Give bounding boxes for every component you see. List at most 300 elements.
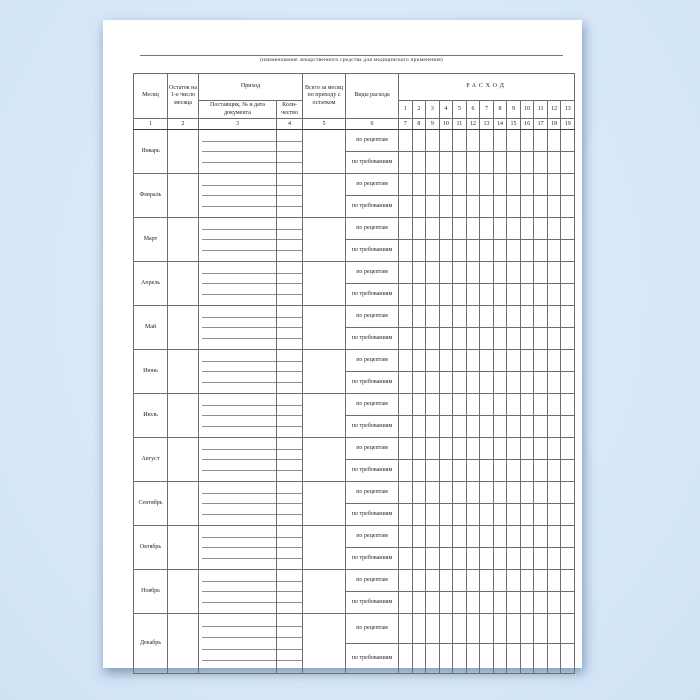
entry-subline [202,362,276,373]
expense-value-cell [412,350,426,372]
expense-value-cell [493,372,507,394]
expense-type-label: по рецептам [346,570,399,592]
entry-subline [277,351,302,362]
expense-value-cell [466,174,480,196]
column-number: 11 [453,119,467,130]
expense-value-cell [520,526,534,548]
expense-day-number: 2 [412,101,426,119]
entry-sublines [199,219,276,260]
expense-value-cell [493,196,507,218]
expense-value-cell [520,394,534,416]
table-body [134,130,575,674]
expense-value-cell [534,196,548,218]
supplier-cell [199,130,277,174]
expense-value-cell [399,196,413,218]
expense-type-label: по рецептам [346,262,399,284]
column-number: 7 [399,119,413,130]
balance-cell [168,438,199,482]
expense-value-cell [466,482,480,504]
month-label: Ноябрь [134,570,168,614]
entry-subline [277,175,302,186]
entry-subline [202,571,276,582]
expense-value-cell [466,262,480,284]
expense-value-cell [439,240,453,262]
expense-value-cell [493,504,507,526]
entry-subline [202,207,276,217]
expense-value-cell [439,130,453,152]
month-row [134,262,575,284]
column-number: 13 [480,119,494,130]
expense-value-cell [399,350,413,372]
entry-subline [202,152,276,163]
expense-value-cell [534,350,548,372]
expense-value-cell [561,570,575,592]
expense-type-label: по требованиям [346,152,399,174]
expense-value-cell [507,284,521,306]
expense-value-cell [480,152,494,174]
expense-value-cell [453,152,467,174]
entry-subline [277,571,302,582]
column-number: 14 [493,119,507,130]
expense-value-cell [493,218,507,240]
expense-value-cell [399,644,413,674]
expense-value-cell [480,460,494,482]
expense-value-cell [520,174,534,196]
expense-value-cell [466,644,480,674]
expense-value-cell [426,218,440,240]
expense-value-cell [426,460,440,482]
expense-type-label: по требованиям [346,460,399,482]
expense-day-number: 10 [520,101,534,119]
entry-sublines [199,395,276,436]
expense-value-cell [453,306,467,328]
document-sheet [103,20,582,668]
expense-value-cell [399,394,413,416]
expense-value-cell [480,394,494,416]
column-number: 9 [426,119,440,130]
expense-value-cell [507,130,521,152]
quantity-cell [277,350,303,394]
entry-sublines [199,615,276,672]
entry-sublines [199,263,276,304]
entry-sublines [277,395,302,436]
month-label: Июнь [134,350,168,394]
expense-value-cell [426,328,440,350]
expense-value-cell [453,482,467,504]
expense-value-cell [547,460,561,482]
month-row [134,218,575,240]
expense-value-cell [520,570,534,592]
expense-value-cell [412,548,426,570]
expense-value-cell [534,240,548,262]
expense-value-cell [493,262,507,284]
entry-subline [277,427,302,437]
expense-value-cell [561,526,575,548]
expense-value-cell [561,372,575,394]
expense-value-cell [534,262,548,284]
entry-sublines [277,131,302,172]
expense-value-cell [426,548,440,570]
expense-value-cell [439,614,453,644]
monthly-total-cell [303,130,346,174]
drug-name-underline [140,55,563,56]
balance-cell [168,614,199,674]
expense-value-cell [412,504,426,526]
expense-value-cell [507,526,521,548]
expense-value-cell [534,570,548,592]
entry-subline [277,460,302,471]
expense-value-cell [466,570,480,592]
expense-value-cell [520,644,534,674]
expense-value-cell [453,218,467,240]
balance-cell [168,394,199,438]
quantity-cell [277,262,303,306]
expense-type-label: по рецептам [346,526,399,548]
expense-value-cell [439,174,453,196]
entry-subline [277,406,302,417]
monthly-total-cell [303,614,346,674]
balance-cell [168,174,199,218]
expense-value-cell [399,152,413,174]
expense-value-cell [534,306,548,328]
supplier-cell [199,438,277,482]
expense-value-cell [399,460,413,482]
expense-value-cell [493,350,507,372]
expense-value-cell [426,284,440,306]
entry-subline [202,592,276,603]
expense-value-cell [439,526,453,548]
expense-value-cell [480,614,494,644]
entry-subline [202,427,276,437]
expense-value-cell [561,240,575,262]
column-number: 1 [134,119,168,130]
expense-value-cell [534,614,548,644]
expense-value-cell [480,592,494,614]
entry-subline [202,406,276,417]
quantity-cell [277,130,303,174]
header-expense: РАСХОД [399,74,575,101]
expense-value-cell [453,372,467,394]
entry-subline [202,661,276,672]
entry-subline [202,504,276,515]
expense-value-cell [493,240,507,262]
entry-subline [277,251,302,261]
expense-value-cell [520,130,534,152]
expense-value-cell [547,644,561,674]
monthly-total-cell [303,570,346,614]
expense-value-cell [426,196,440,218]
entry-sublines [277,483,302,524]
expense-type-label: по требованиям [346,328,399,350]
entry-sublines [277,175,302,216]
expense-value-cell [480,284,494,306]
expense-value-cell [534,504,548,526]
expense-value-cell [439,372,453,394]
expense-value-cell [493,548,507,570]
expense-day-number: 9 [507,101,521,119]
entry-subline [277,638,302,650]
expense-value-cell [426,570,440,592]
month-label: Июль [134,394,168,438]
expense-value-cell [480,570,494,592]
expense-value-cell [507,394,521,416]
expense-value-cell [493,438,507,460]
header-quantity: Коли-чество [277,101,303,119]
month-row [134,130,575,152]
entry-sublines [199,307,276,348]
expense-value-cell [439,350,453,372]
expense-value-cell [493,174,507,196]
expense-value-cell [466,306,480,328]
column-number: 10 [439,119,453,130]
column-number: 17 [534,119,548,130]
entry-subline [202,230,276,241]
expense-value-cell [520,438,534,460]
entry-subline [202,494,276,505]
expense-value-cell [547,416,561,438]
expense-value-cell [547,196,561,218]
expense-day-number: 3 [426,101,440,119]
expense-value-cell [453,416,467,438]
entry-subline [277,207,302,217]
expense-value-cell [493,482,507,504]
balance-cell [168,218,199,262]
entry-subline [277,328,302,339]
expense-value-cell [399,262,413,284]
entry-subline [277,152,302,163]
quantity-cell [277,306,303,350]
expense-value-cell [426,240,440,262]
expense-value-cell [453,438,467,460]
entry-sublines [199,571,276,612]
entry-subline [202,251,276,261]
expense-value-cell [480,306,494,328]
expense-value-cell [534,372,548,394]
quantity-cell [277,174,303,218]
entry-subline [277,196,302,207]
entry-subline [202,383,276,393]
expense-value-cell [547,174,561,196]
expense-value-cell [561,306,575,328]
month-label: Сентябрь [134,482,168,526]
entry-subline [202,219,276,230]
expense-value-cell [453,548,467,570]
expense-value-cell [426,306,440,328]
expense-value-cell [547,548,561,570]
expense-day-number: 4 [439,101,453,119]
expense-value-cell [453,262,467,284]
entry-subline [277,295,302,305]
entry-subline [202,582,276,593]
expense-value-cell [439,482,453,504]
expense-value-cell [480,438,494,460]
expense-value-cell [399,174,413,196]
expense-value-cell [520,240,534,262]
expense-value-cell [520,328,534,350]
expense-value-cell [493,152,507,174]
expense-value-cell [466,350,480,372]
expense-value-cell [426,416,440,438]
supplier-cell [199,394,277,438]
expense-value-cell [520,592,534,614]
entry-subline [202,318,276,329]
expense-type-label: по требованиям [346,504,399,526]
expense-value-cell [493,614,507,644]
expense-value-cell [547,372,561,394]
expense-value-cell [399,592,413,614]
month-label: Апрель [134,262,168,306]
expense-value-cell [439,152,453,174]
entry-subline [277,142,302,153]
expense-value-cell [561,218,575,240]
expense-value-cell [439,306,453,328]
entry-subline [202,627,276,639]
expense-value-cell [561,644,575,674]
entry-subline [202,615,276,627]
expense-type-label: по требованиям [346,416,399,438]
expense-value-cell [480,262,494,284]
expense-value-cell [439,504,453,526]
month-row [134,614,575,644]
entry-subline [277,318,302,329]
expense-value-cell [466,130,480,152]
expense-value-cell [453,644,467,674]
expense-value-cell [439,262,453,284]
entry-subline [277,471,302,481]
entry-sublines [277,571,302,612]
expense-value-cell [507,152,521,174]
entry-subline [277,131,302,142]
monthly-total-cell [303,218,346,262]
entry-subline [277,439,302,450]
expense-value-cell [453,284,467,306]
entry-subline [277,274,302,285]
entry-subline [277,559,302,569]
balance-cell [168,262,199,306]
expense-value-cell [412,614,426,644]
expense-value-cell [399,416,413,438]
expense-value-cell [480,218,494,240]
entry-sublines [199,439,276,480]
expense-type-label: по рецептам [346,482,399,504]
supplier-cell [199,306,277,350]
header-month: Месяц [134,74,168,119]
expense-type-label: по требованиям [346,240,399,262]
entry-sublines [277,527,302,568]
expense-value-cell [480,372,494,394]
expense-type-label: по рецептам [346,614,399,644]
monthly-total-cell [303,526,346,570]
expense-value-cell [507,438,521,460]
expense-value-cell [466,218,480,240]
entry-sublines [277,263,302,304]
expense-value-cell [439,394,453,416]
expense-value-cell [561,614,575,644]
expense-value-cell [534,482,548,504]
header-total: Всего за месяц по приходу с остатком [303,74,346,119]
entry-subline [277,483,302,494]
expense-value-cell [426,152,440,174]
expense-value-cell [561,262,575,284]
expense-value-cell [520,196,534,218]
expense-type-label: по рецептам [346,438,399,460]
entry-subline [202,450,276,461]
expense-value-cell [439,438,453,460]
entry-subline [202,527,276,538]
expense-value-cell [561,460,575,482]
expense-value-cell [399,548,413,570]
expense-value-cell [412,644,426,674]
expense-value-cell [466,438,480,460]
expense-value-cell [466,240,480,262]
expense-type-label: по требованиям [346,548,399,570]
table-header [134,74,575,130]
entry-subline [202,650,276,662]
expense-value-cell [547,130,561,152]
expense-value-cell [534,592,548,614]
entry-subline [202,307,276,318]
expense-value-cell [412,196,426,218]
expense-value-cell [507,174,521,196]
expense-value-cell [412,218,426,240]
entry-subline [202,416,276,427]
expense-value-cell [561,350,575,372]
expense-value-cell [439,592,453,614]
expense-value-cell [534,438,548,460]
expense-type-label: по требованиям [346,284,399,306]
expense-value-cell [399,328,413,350]
expense-value-cell [453,614,467,644]
entry-subline [202,395,276,406]
month-row [134,174,575,196]
monthly-total-cell [303,438,346,482]
expense-value-cell [412,284,426,306]
column-number: 8 [412,119,426,130]
entry-subline [202,471,276,481]
entry-sublines [199,131,276,172]
expense-value-cell [399,240,413,262]
supplier-cell [199,614,277,674]
entry-subline [202,548,276,559]
expense-value-cell [480,526,494,548]
expense-value-cell [426,394,440,416]
expense-value-cell [534,416,548,438]
column-number: 5 [303,119,346,130]
supplier-cell [199,526,277,570]
expense-type-label: по требованиям [346,644,399,674]
expense-type-label: по требованиям [346,372,399,394]
entry-subline [202,483,276,494]
expense-value-cell [466,592,480,614]
expense-value-cell [534,152,548,174]
balance-cell [168,350,199,394]
expense-value-cell [439,284,453,306]
expense-value-cell [480,482,494,504]
expense-value-cell [466,196,480,218]
monthly-total-cell [303,306,346,350]
monthly-total-cell [303,262,346,306]
column-number: 18 [547,119,561,130]
expense-value-cell [426,614,440,644]
expense-value-cell [547,482,561,504]
expense-value-cell [453,592,467,614]
expense-value-cell [453,394,467,416]
expense-value-cell [453,130,467,152]
expense-day-number: 5 [453,101,467,119]
quantity-cell [277,614,303,674]
expense-value-cell [439,328,453,350]
expense-value-cell [399,306,413,328]
